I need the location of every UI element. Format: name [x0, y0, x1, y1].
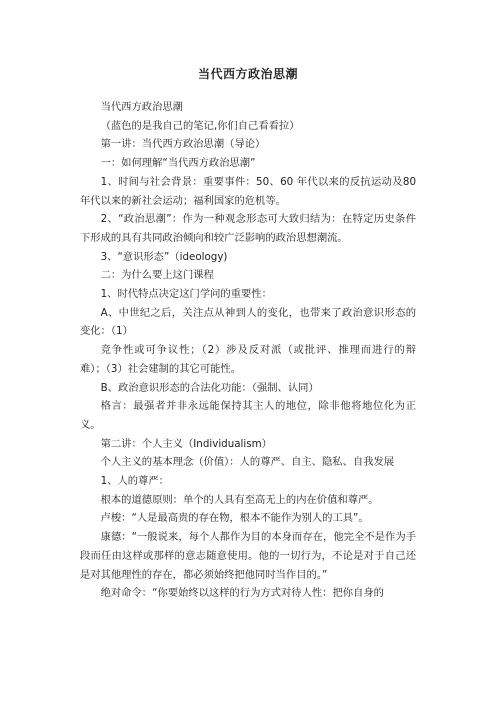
paragraph: 1、人的尊严： [100, 475, 169, 488]
paragraph: 1、时代特点决定这门学问的重要性： [100, 288, 272, 301]
paragraph: 绝对命令：“你要始终以这样的行为方式对待人性：把你自身的 [100, 587, 384, 600]
paragraph: 格言：最强者并非永远能保持其主人的地位，除非他将地位化为正义。 [80, 400, 416, 431]
paragraph: 二：为什么要上这门课程 [100, 269, 214, 282]
document-body [80, 98, 416, 603]
document-title: 当代西方政治思潮 [197, 67, 298, 81]
paragraph: 3、“意识形态”（ideology) [100, 250, 228, 263]
paragraph: 当代西方政治思潮 [100, 101, 183, 113]
paragraph: 1、时间与社会背景：重要事件：50、60 年代以来的反抗运动及80 年代以来的新社会运动；福利国家的危机等。 [80, 175, 416, 207]
paragraph: 根本的道德原则：单个的人具有至高无上的内在价值和尊严。 [100, 493, 379, 506]
paragraph: 卢梭：“人是最高贵的存在物，根本不能作为别人的工具”。 [100, 512, 369, 525]
paragraph: A、中世纪之后，关注点从神到人的变化，也带来了政治意识形态的变化：（1） [80, 306, 416, 338]
paragraph: 一：如何理解“当代西方政治思潮” [100, 157, 256, 170]
paragraph: B、政治意识形态的合法化功能：（强制、认同） [100, 381, 319, 394]
paragraph: 竞争性或可争议性；（2）涉及反对派（或批评、推理而进行的辩难）；（3）社会建制的其它可能性。 [80, 344, 416, 375]
paragraph: 2、“政治思潮”：作为一种观念形态可大致归结为：在特定历史条件下形成的具有共同政治倾向和较广泛影响的政治思想潮流。 [80, 213, 416, 244]
paragraph: 第一讲：当代西方政治思潮（导论） [100, 138, 266, 151]
paragraph: （蓝色的是我自己的笔记,你们自己看看拉） [100, 119, 300, 132]
paragraph: 康德：“一般说来，每个人都作为目的本身而存在，他完全不是作为手段而任由这样或那样的意志随意使用。他的一切行为，不论是对于自己还是对其他理性的存在，都必须始终把他同时当作目的。” [80, 531, 416, 581]
paragraph: 第二讲：个人主义（Individualism） [100, 437, 272, 450]
paragraph: 个人主义的基本理念（价值）：人的尊严、自主、隐私、自我发展 [100, 456, 395, 469]
